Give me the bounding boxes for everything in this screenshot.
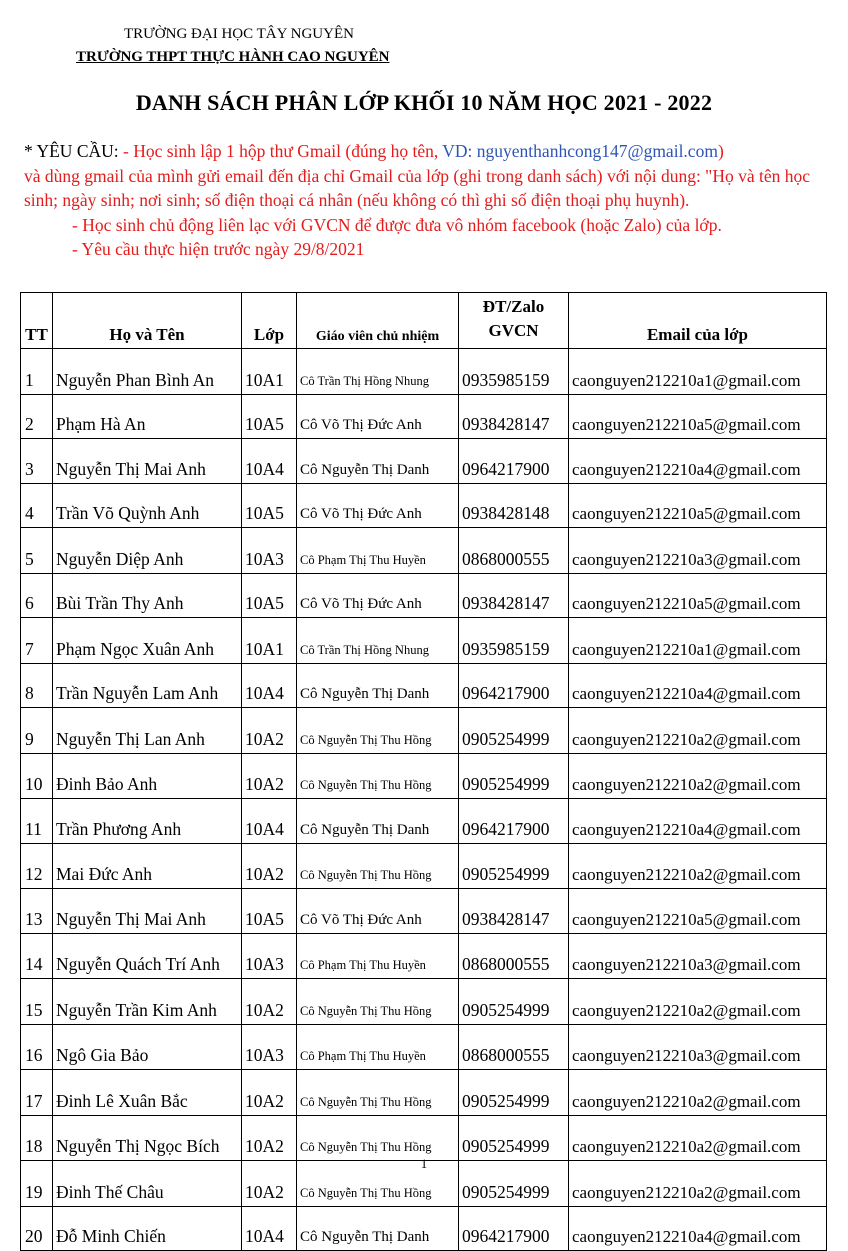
row-number: 16	[21, 1024, 53, 1070]
student-name: Đinh Thế Châu	[53, 1161, 242, 1207]
student-name: Nguyễn Thị Mai Anh	[53, 439, 242, 484]
class-email: caonguyen212210a1@gmail.com	[569, 618, 827, 664]
teacher-phone: 0935985159	[459, 618, 569, 664]
teacher-phone: 0868000555	[459, 933, 569, 979]
table-row	[21, 394, 827, 439]
class-email: caonguyen212210a3@gmail.com	[569, 933, 827, 979]
teacher-phone: 0935985159	[459, 349, 569, 395]
class-email: caonguyen212210a3@gmail.com	[569, 1024, 827, 1070]
requirements-star: * YÊU CẦU:	[24, 141, 119, 161]
student-name: Trần Phương Anh	[53, 799, 242, 844]
requirement-1c: và dùng gmail của mình gửi email đến địa chỉ Gmail của lớp (ghi trong danh sách) với nội dung: "Họ và tên học sinh; ngày sinh; nơi sinh; số điện thoại cá nhân (nếu không có thì ghi số điện thoại phụ huynh).	[24, 165, 810, 210]
student-name: Trần Võ Quỳnh Anh	[53, 483, 242, 528]
header-tt: TT	[21, 293, 53, 349]
homeroom-teacher: Cô Trần Thị Hồng Nhung	[297, 618, 459, 664]
student-name: Đỗ Minh Chiến	[53, 1206, 242, 1251]
class-code: 10A1	[242, 349, 297, 395]
class-code: 10A2	[242, 753, 297, 799]
header-phone-line1: ĐT/Zalo	[482, 297, 545, 316]
student-name: Trần Nguyễn Lam Anh	[53, 663, 242, 708]
homeroom-teacher: Cô Nguyễn Thị Danh	[297, 663, 459, 708]
table-row	[21, 933, 827, 979]
row-number: 7	[21, 618, 53, 664]
homeroom-teacher: Cô Võ Thị Đức Anh	[297, 889, 459, 934]
class-email: caonguyen212210a4@gmail.com	[569, 1206, 827, 1251]
header-phone	[459, 293, 569, 349]
row-number: 14	[21, 933, 53, 979]
homeroom-teacher: Cô Nguyễn Thị Danh	[297, 799, 459, 844]
student-name: Nguyễn Thị Lan Anh	[53, 708, 242, 754]
row-number: 2	[21, 394, 53, 439]
teacher-phone: 0905254999	[459, 1161, 569, 1207]
class-email: caonguyen212210a5@gmail.com	[569, 573, 827, 618]
homeroom-teacher: Cô Nguyễn Thị Thu Hồng	[297, 708, 459, 754]
table-row	[21, 1024, 827, 1070]
teacher-phone: 0938428147	[459, 889, 569, 934]
class-code: 10A2	[242, 1115, 297, 1161]
teacher-phone: 0905254999	[459, 979, 569, 1025]
class-list-table	[20, 292, 827, 1251]
table-row	[21, 573, 827, 618]
class-email: caonguyen212210a2@gmail.com	[569, 843, 827, 889]
row-number: 17	[21, 1070, 53, 1116]
table-row	[21, 843, 827, 889]
teacher-phone: 0964217900	[459, 1206, 569, 1251]
table-row	[21, 753, 827, 799]
class-email: caonguyen212210a5@gmail.com	[569, 394, 827, 439]
class-code: 10A4	[242, 439, 297, 484]
document-title: DANH SÁCH PHÂN LỚP KHỐI 10 NĂM HỌC 2021 - 2022	[135, 90, 713, 115]
header-class: Lớp	[242, 293, 297, 349]
teacher-phone: 0938428148	[459, 483, 569, 528]
table-row	[21, 483, 827, 528]
class-code: 10A5	[242, 394, 297, 439]
class-code: 10A2	[242, 1070, 297, 1116]
class-email: caonguyen212210a2@gmail.com	[569, 753, 827, 799]
requirement-1a: - Học sinh lập 1 hộp thư Gmail (đúng họ tên,	[118, 141, 443, 161]
row-number: 18	[21, 1115, 53, 1161]
student-name: Nguyễn Diệp Anh	[53, 528, 242, 574]
class-code: 10A2	[242, 1161, 297, 1207]
class-code: 10A3	[242, 528, 297, 574]
row-number: 6	[21, 573, 53, 618]
homeroom-teacher: Cô Võ Thị Đức Anh	[297, 573, 459, 618]
class-email: caonguyen212210a2@gmail.com	[569, 979, 827, 1025]
teacher-phone: 0868000555	[459, 1024, 569, 1070]
homeroom-teacher: Cô Nguyễn Thị Thu Hồng	[297, 753, 459, 799]
row-number: 4	[21, 483, 53, 528]
table-row	[21, 708, 827, 754]
class-code: 10A4	[242, 663, 297, 708]
class-email: caonguyen212210a5@gmail.com	[569, 889, 827, 934]
row-number: 15	[21, 979, 53, 1025]
table-row	[21, 979, 827, 1025]
page-number: 1	[420, 1156, 428, 1171]
class-code: 10A2	[242, 708, 297, 754]
homeroom-teacher: Cô Nguyễn Thị Thu Hồng	[297, 979, 459, 1025]
row-number: 13	[21, 889, 53, 934]
class-email: caonguyen212210a4@gmail.com	[569, 439, 827, 484]
class-code: 10A2	[242, 843, 297, 889]
class-code: 10A4	[242, 1206, 297, 1251]
row-number: 19	[21, 1161, 53, 1207]
row-number: 8	[21, 663, 53, 708]
row-number: 3	[21, 439, 53, 484]
header-teacher: Giáo viên chủ nhiệm	[297, 293, 459, 349]
teacher-phone: 0905254999	[459, 753, 569, 799]
homeroom-teacher: Cô Nguyễn Thị Thu Hồng	[297, 1070, 459, 1116]
table-row	[21, 799, 827, 844]
table-row	[21, 439, 827, 484]
student-name: Mai Đức Anh	[53, 843, 242, 889]
header-name: Họ và Tên	[53, 293, 242, 349]
teacher-phone: 0964217900	[459, 799, 569, 844]
student-name: Đinh Lê Xuân Bắc	[53, 1070, 242, 1116]
table-row	[21, 889, 827, 934]
student-name: Phạm Ngọc Xuân Anh	[53, 618, 242, 664]
class-code: 10A5	[242, 483, 297, 528]
class-email: caonguyen212210a2@gmail.com	[569, 1070, 827, 1116]
homeroom-teacher: Cô Võ Thị Đức Anh	[297, 483, 459, 528]
class-code: 10A3	[242, 933, 297, 979]
homeroom-teacher: Cô Phạm Thị Thu Huyền	[297, 933, 459, 979]
row-number: 10	[21, 753, 53, 799]
requirement-1b: )	[717, 141, 724, 161]
school-name: TRƯỜNG THPT THỰC HÀNH CAO NGUYÊN	[76, 49, 390, 65]
university-name: TRƯỜNG ĐẠI HỌC TÂY NGUYÊN	[124, 26, 354, 42]
homeroom-teacher: Cô Phạm Thị Thu Huyền	[297, 528, 459, 574]
requirements-block	[24, 139, 824, 262]
teacher-phone: 0868000555	[459, 528, 569, 574]
class-email: caonguyen212210a3@gmail.com	[569, 528, 827, 574]
teacher-phone: 0905254999	[459, 1070, 569, 1116]
table-body	[21, 349, 827, 1251]
row-number: 1	[21, 349, 53, 395]
student-name: Nguyễn Trần Kim Anh	[53, 979, 242, 1025]
table-row	[21, 1070, 827, 1116]
teacher-phone: 0938428147	[459, 573, 569, 618]
table-header-row	[21, 293, 827, 349]
student-name: Nguyễn Thị Ngọc Bích	[53, 1115, 242, 1161]
homeroom-teacher: Cô Nguyễn Thị Thu Hồng	[297, 1115, 459, 1161]
teacher-phone: 0938428147	[459, 394, 569, 439]
table-row	[21, 663, 827, 708]
class-email: caonguyen212210a1@gmail.com	[569, 349, 827, 395]
class-email: caonguyen212210a2@gmail.com	[569, 1161, 827, 1207]
table-row	[21, 349, 827, 395]
teacher-phone: 0964217900	[459, 663, 569, 708]
homeroom-teacher: Cô Trần Thị Hồng Nhung	[297, 349, 459, 395]
class-code: 10A1	[242, 618, 297, 664]
header-phone-line2: GVCN	[488, 321, 539, 340]
table-row	[21, 618, 827, 664]
student-name: Phạm Hà An	[53, 394, 242, 439]
class-code: 10A5	[242, 889, 297, 934]
class-email: caonguyen212210a4@gmail.com	[569, 799, 827, 844]
teacher-phone: 0964217900	[459, 439, 569, 484]
requirement-3: - Yêu cầu thực hiện trước ngày 29/8/2021	[72, 239, 365, 259]
class-code: 10A3	[242, 1024, 297, 1070]
homeroom-teacher: Cô Võ Thị Đức Anh	[297, 394, 459, 439]
row-number: 12	[21, 843, 53, 889]
homeroom-teacher: Cô Phạm Thị Thu Huyền	[297, 1024, 459, 1070]
requirement-2: - Học sinh chủ động liên lạc với GVCN để được đưa vô nhóm facebook (hoặc Zalo) của lớp.	[72, 214, 722, 235]
row-number: 20	[21, 1206, 53, 1251]
class-code: 10A4	[242, 799, 297, 844]
table-row	[21, 1115, 827, 1161]
student-name: Nguyễn Thị Mai Anh	[53, 889, 242, 934]
student-name: Nguyễn Phan Bình An	[53, 349, 242, 395]
table-row	[21, 1206, 827, 1251]
teacher-phone: 0905254999	[459, 843, 569, 889]
student-name: Ngô Gia Bảo	[53, 1024, 242, 1070]
table-row	[21, 528, 827, 574]
row-number: 5	[21, 528, 53, 574]
teacher-phone: 0905254999	[459, 708, 569, 754]
teacher-phone: 0905254999	[459, 1115, 569, 1161]
homeroom-teacher: Cô Nguyễn Thị Thu Hồng	[297, 843, 459, 889]
requirement-example-email: VD: nguyenthanhcong147@gmail.com	[442, 141, 718, 161]
class-email: caonguyen212210a2@gmail.com	[569, 708, 827, 754]
student-name: Bùi Trần Thy Anh	[53, 573, 242, 618]
row-number: 11	[21, 799, 53, 844]
homeroom-teacher: Cô Nguyễn Thị Danh	[297, 1206, 459, 1251]
student-name: Nguyễn Quách Trí Anh	[53, 933, 242, 979]
class-email: caonguyen212210a5@gmail.com	[569, 483, 827, 528]
class-email: caonguyen212210a4@gmail.com	[569, 663, 827, 708]
class-code: 10A2	[242, 979, 297, 1025]
class-email: caonguyen212210a2@gmail.com	[569, 1115, 827, 1161]
homeroom-teacher: Cô Nguyễn Thị Thu Hồng	[297, 1161, 459, 1207]
row-number: 9	[21, 708, 53, 754]
header-email: Email của lớp	[569, 293, 827, 349]
student-name: Đinh Bảo Anh	[53, 753, 242, 799]
class-code: 10A5	[242, 573, 297, 618]
homeroom-teacher: Cô Nguyễn Thị Danh	[297, 439, 459, 484]
